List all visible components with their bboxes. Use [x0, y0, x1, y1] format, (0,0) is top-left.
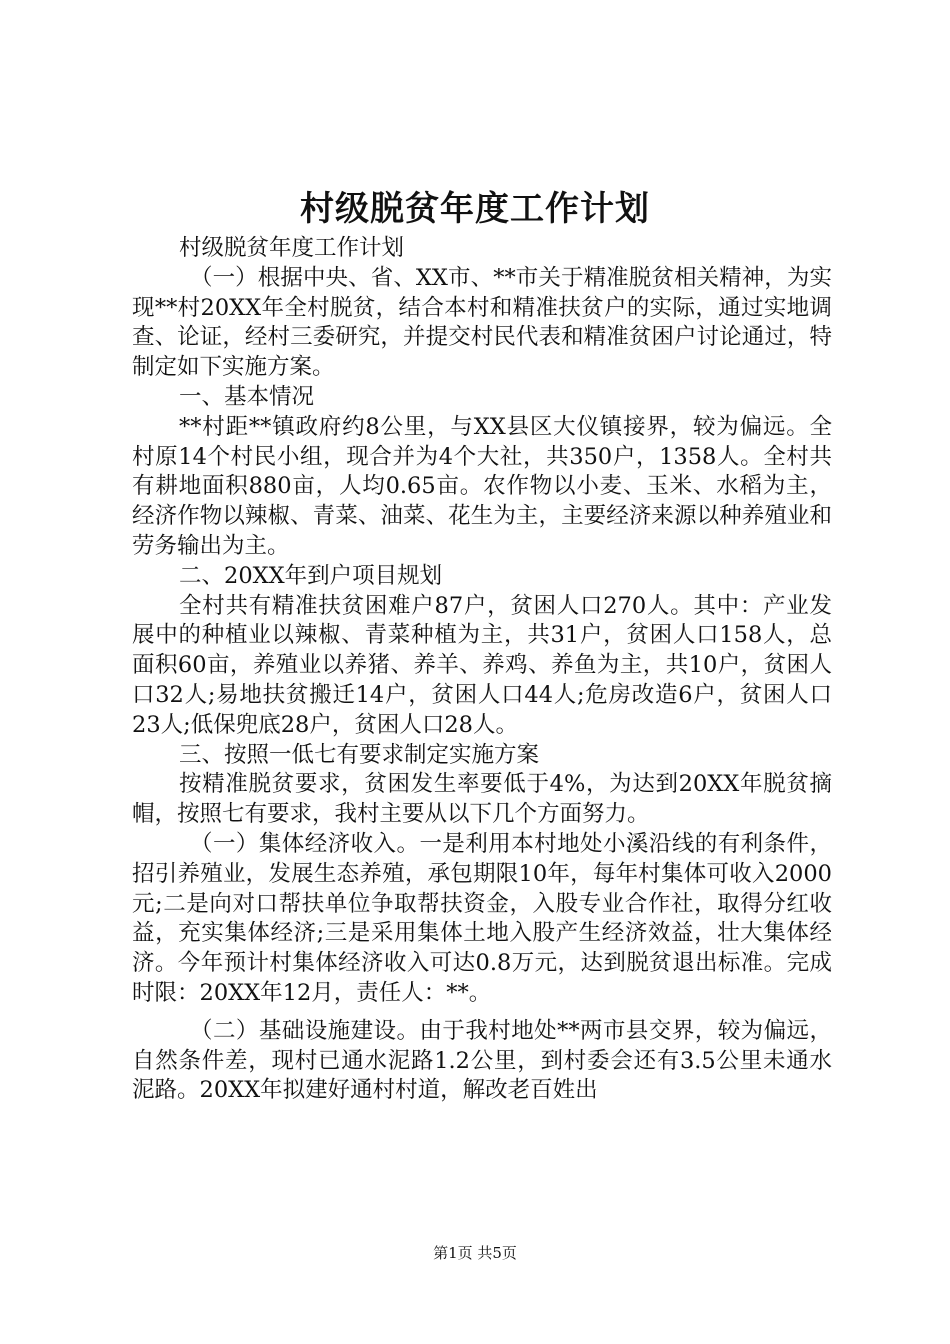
- section-heading-implementation: 三、按照一低七有要求制定实施方案: [179, 741, 540, 768]
- paragraph-implementation: 按精准脱贫要求，贫困发生率要低于4%，为达到20XX年脱贫摘帽，按照七有要求，我村主要从以下几个方面努力。: [132, 771, 832, 828]
- document-body: [132, 234, 832, 1106]
- document-title: 村级脱贫年度工作计划: [300, 189, 650, 229]
- section-heading-basic-situation: 一、基本情况: [179, 383, 315, 410]
- paragraph-intro: （一）根据中央、省、XX市、**市关于精准脱贫相关精神，为实现**村20XX年全村脱贫，结合本村和精准扶贫户的实际，通过实地调查、论证，经村三委研究，并提交村民代表和精准贫困户讨论通过，特制定如下实施方案。: [132, 264, 832, 381]
- paragraph-infrastructure: （二）基础设施建设。由于我村地处**两市县交界，较为偏远，自然条件差，现村已通水泥路1.2公里，到村委会还有3.5公里未通水泥路。20XX年拟建好通村村道，解改老百姓出: [132, 1017, 832, 1104]
- paragraph-doc-heading: 村级脱贫年度工作计划: [179, 235, 405, 261]
- paragraph-basic-situation: **村距**镇政府约8公里，与XX县区大仪镇接界，较为偏远。全村原14个村民小组，现合并为4个大社，共350户，1358人。全村共有耕地面积880亩，人均0.65亩。农作物以小麦、玉米、水稻为主，经济作物以辣椒、青菜、油菜、花生为主，主要经济来源以种养殖业和劳务输出为主。: [132, 413, 832, 559]
- paragraph-collective-income: （一）集体经济收入。一是利用本村地处小溪沿线的有利条件，招引养殖业，发展生态养殖，承包期限10年，每年村集体可收入2000元;二是向对口帮扶单位争取帮扶资金，入股专业合作社，取得分红收益，充实集体经济;三是采用集体土地入股产生经济效益，壮大集体经济。今年预计村集体经济收入可达0.8万元，达到脱贫退出标准。完成时限：20XX年12月，责任人：**。: [132, 830, 832, 1006]
- page-number-footer: 第1页 共5页: [433, 1244, 517, 1262]
- section-heading-project-plan: 二、20XX年到户项目规划: [179, 562, 443, 589]
- paragraph-project-plan: 全村共有精准扶贫困难户87户，贫困人口270人。其中：产业发展中的种植业以辣椒、青菜种植为主，共31户，贫困人口158人，总面积60亩，养殖业以养猪、养羊、养鸡、养鱼为主，共10户，贫困人口32人;易地扶贫搬迁14户，贫困人口44人;危房改造6户，贫困人口23人;低保兜底28户，贫困人口28人。: [132, 592, 832, 738]
